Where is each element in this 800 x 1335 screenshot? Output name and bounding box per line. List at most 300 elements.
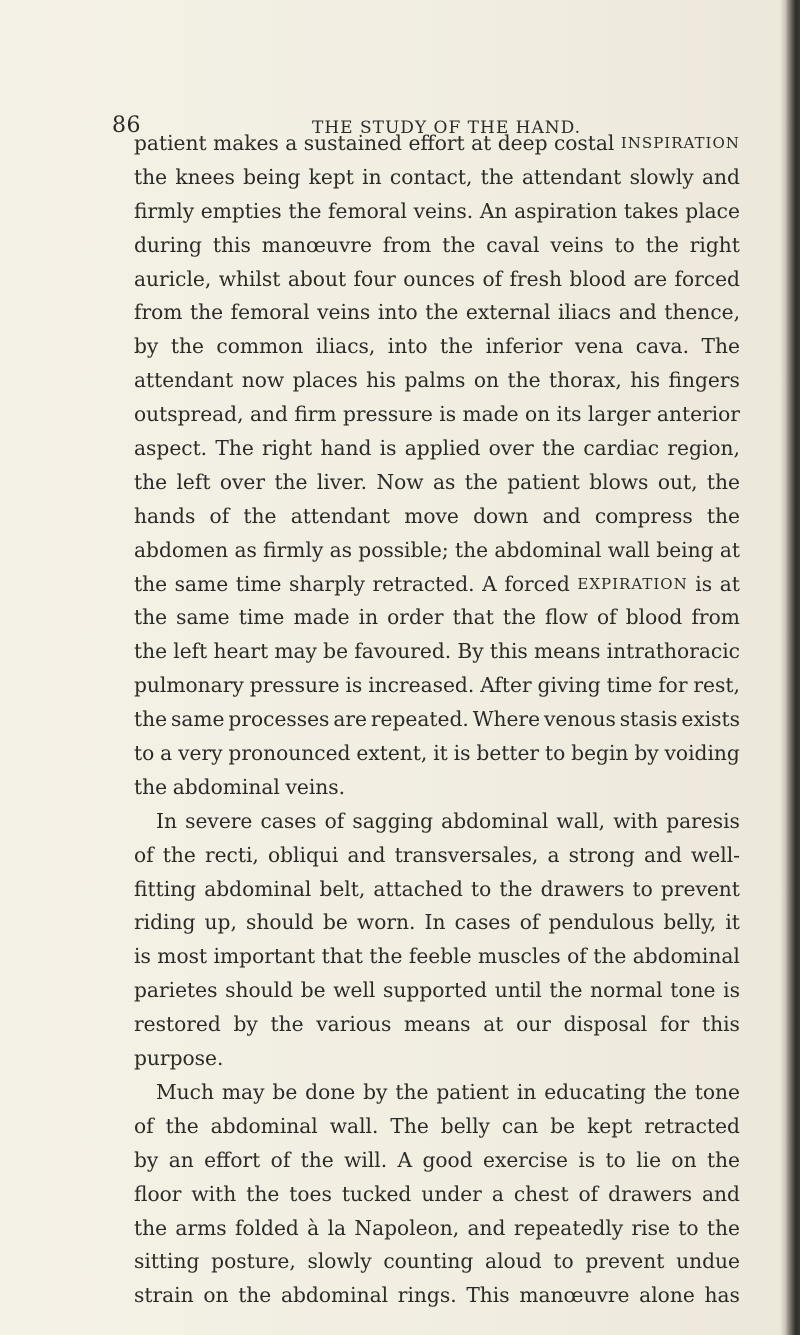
word: belly [440,1113,490,1138]
word: now [241,368,285,393]
word: folded [234,1215,299,1240]
text-line [134,635,740,669]
word: veins. [285,774,346,799]
word: processes [228,707,330,732]
word: for [658,673,688,698]
word: the [593,944,627,969]
word: belly, [663,910,717,935]
word: chest [513,1181,569,1206]
word: is [439,402,457,427]
word: the [134,774,168,799]
word: rest, [693,673,740,698]
word: of [134,842,154,867]
word: arms [175,1215,227,1240]
word: increased. [368,673,475,698]
word: extent, [356,741,428,766]
word: of [597,605,617,630]
word: voiding [664,741,740,766]
word: be [550,1113,576,1138]
word: should [245,910,314,935]
word: blows [589,469,649,494]
word: kept [308,164,354,189]
word: various [316,1012,392,1037]
word: blood [569,266,627,291]
word: hand [320,436,372,461]
word: heart [213,639,269,664]
word: about [287,266,347,291]
word: abdomen [134,537,229,562]
word: the [464,469,498,494]
word: in [358,605,379,630]
word: à [307,1215,320,1240]
word: for [659,1012,690,1037]
word: from [134,300,183,325]
word: knees [175,164,235,189]
word: the [243,503,277,528]
word: begin [571,741,629,766]
text-line [134,1008,740,1042]
word: be [323,639,349,664]
word: external [465,300,551,325]
word: rise [631,1215,670,1240]
word: from [691,605,740,630]
text-line [134,839,740,873]
word: The [701,334,740,359]
word: applied [404,436,481,461]
word: on [203,1283,229,1308]
word: pulmonary [134,673,244,698]
word: fresh [509,266,562,291]
word: as [234,537,257,562]
word: and [542,503,581,528]
word: left [176,469,211,494]
text-line [134,1076,740,1110]
word: in [516,1079,537,1104]
word: that [321,944,363,969]
word: under [421,1181,482,1206]
text-line [134,703,740,737]
text-line [134,1178,740,1212]
text-line [134,906,740,940]
word: as [432,469,456,494]
text-line [134,330,740,364]
word: prevent [585,1249,665,1274]
word: muscles [478,944,561,969]
word: made [462,402,519,427]
word: the [134,707,168,732]
word: la [327,1215,347,1240]
word: the [507,368,541,393]
word: vena [574,334,624,359]
word: the [549,978,583,1003]
word: up, [204,910,237,935]
word: slowly [629,164,694,189]
word: move [404,503,459,528]
word: well [333,978,376,1003]
word: better [476,741,540,766]
word: the [238,1283,272,1308]
word: slowly [307,1249,372,1274]
word: and [643,842,682,867]
word: sharply [289,571,365,596]
word: inferior [485,334,563,359]
word: obliqui [267,842,339,867]
word: the [706,503,740,528]
word: the [134,605,168,630]
word: the [288,198,322,223]
word: at [471,131,492,155]
word: abdominal [494,537,602,562]
word: patient [507,469,580,494]
word: region, [667,436,740,461]
word: the [134,469,168,494]
word: can [501,1113,539,1138]
word: be [300,978,326,1003]
word: common [216,334,304,359]
text-line [134,466,740,500]
text-line [134,229,740,263]
word: stasis [619,707,678,732]
word: the [454,537,489,562]
text-line [134,127,740,161]
word: our [516,1012,551,1037]
word: abdominal [280,1283,389,1308]
word: fingers [668,368,740,393]
word: at [719,571,740,596]
word: down [473,503,529,528]
word: the [542,436,576,461]
word: giving [537,673,601,698]
word: liver. [316,469,368,494]
word: is [379,436,397,461]
word: abdominal [441,808,549,833]
word: kept [587,1113,633,1138]
word: An [479,198,508,223]
word: four [353,266,396,291]
word: important [213,944,316,969]
word: the [706,1215,740,1240]
text-line [134,296,740,330]
word: manœuvre [261,232,372,257]
word: the [134,1215,168,1240]
word: over [488,436,534,461]
word: the [440,334,474,359]
word: A [397,1147,413,1172]
word: riding [134,910,196,935]
word: are [333,707,367,732]
word: paresis [666,808,740,833]
word: drawers [608,1181,692,1206]
word: lie [636,1147,662,1172]
text-line [134,432,740,466]
word: left [173,639,208,664]
word: being [243,164,301,189]
word: cava. [635,334,689,359]
word: pressure [249,673,340,698]
word: is [695,571,713,596]
word: belt, [319,876,366,901]
word: pendulous [548,910,655,935]
word: drawers [540,876,625,901]
word: Much [156,1079,214,1104]
page-number: 86 [112,113,141,138]
word: possible; [358,537,449,562]
text-line [134,873,740,907]
word: of [209,503,230,528]
word: over [219,469,266,494]
word: may [221,1079,265,1104]
word: the [165,1113,199,1138]
word: abdominal [204,876,312,901]
word: right [689,232,740,257]
text-line [134,364,740,398]
word: until [494,978,542,1003]
word: by [134,334,159,359]
word: it [433,741,448,766]
word: outspread, [134,402,244,427]
word: disposal [563,1012,648,1037]
word: the [425,300,459,325]
text-line [134,805,740,839]
word: with [191,1181,237,1206]
word: retracted. [372,571,475,596]
word: and [347,842,386,867]
word: wall, [556,808,606,833]
word: attendant [290,503,390,528]
word: purpose. [134,1046,224,1071]
text-line [134,737,740,771]
word: very [178,741,223,766]
word: on [473,368,500,393]
word: on [671,1147,697,1172]
word: of [567,944,587,969]
word: the [134,571,168,596]
word: well- [691,842,740,867]
word: during [134,232,202,257]
word: is [723,978,740,1003]
word: is [453,741,471,766]
word: aloud [485,1249,542,1274]
word: fitting [134,876,197,901]
word: at [483,1012,504,1037]
word: being [656,537,714,562]
word: caval [486,232,540,257]
word: abdominal [172,774,280,799]
word: the [246,1181,280,1206]
word: as [329,537,352,562]
word: the [706,1147,740,1172]
text-line [134,974,740,1008]
word: abdominal [632,944,740,969]
word: the [270,1012,304,1037]
word: by [634,741,659,766]
word: Napoleon, [354,1215,460,1240]
text-line [134,669,740,703]
word: and [701,1181,740,1206]
word: attendant [134,368,234,393]
word: of [134,1113,154,1138]
word: repeatedly [513,1215,624,1240]
word: intrathoracic [606,639,740,664]
word: deep [497,131,548,155]
word: This [466,1283,510,1308]
word: sagging [352,808,434,833]
word: forced [504,571,570,596]
word: rings. [397,1283,457,1308]
word: from [382,232,432,257]
word: abdominal [210,1113,318,1138]
text-line [134,1144,740,1178]
word: aspiration [514,198,618,223]
word: cases [454,910,511,935]
word: femoral [230,300,310,325]
word: patient [436,1079,509,1104]
word: of [578,1181,599,1206]
word: same [176,605,230,630]
word: repeated. [370,707,469,732]
word: The [215,436,254,461]
word: posture, [211,1249,296,1274]
word: forced [674,266,740,291]
word: cardiac [583,436,660,461]
word: good [422,1147,473,1172]
text-line [134,1212,740,1246]
word: a [491,1181,504,1206]
word: is [134,944,151,969]
word: the [480,164,514,189]
word: made [293,605,350,630]
small-caps-term: EXPIRATION [577,574,688,593]
word: attendant [522,164,622,189]
word: larger [587,402,651,427]
word: venous [543,707,616,732]
word: this [701,1012,740,1037]
word: floor [134,1181,182,1206]
word: in [362,164,382,189]
word: iliacs, [315,334,376,359]
word: By [457,639,484,664]
word: to [605,1147,626,1172]
word: the [369,944,403,969]
word: time [606,673,653,698]
word: A [482,571,497,596]
word: auricle, [134,266,212,291]
word: may [274,639,317,664]
word: into [377,300,418,325]
word: normal [590,978,663,1003]
word: iliacs [558,300,612,325]
word: time [238,605,285,630]
word: the [190,300,224,325]
running-head: THE STUDY OF THE HAND. [312,118,582,138]
word: and [618,300,657,325]
word: The [390,1113,429,1138]
word: this [212,232,251,257]
text-line [134,263,740,297]
word: to [614,232,635,257]
word: the [300,1147,334,1172]
word: firm [294,402,337,427]
word: feeble [408,944,472,969]
word: parietes [134,978,218,1003]
word: and [467,1215,506,1240]
word: veins [550,232,604,257]
word: cases [260,808,317,833]
word: wall. [329,1113,379,1138]
word: will. [344,1147,388,1172]
word: veins. [413,198,474,223]
text-line [134,195,740,229]
word: tone [670,978,716,1003]
word: patient [134,131,207,155]
word: of [270,1147,291,1172]
word: done [305,1079,356,1104]
word: worn. [356,910,416,935]
word: his [630,368,661,393]
word: out, [657,469,698,494]
word: the [134,639,168,664]
word: wall [607,537,650,562]
word: makes [213,131,279,155]
word: whilst [218,266,281,291]
word: undue [676,1249,740,1274]
word: a [547,842,560,867]
word: supported [383,978,488,1003]
word: sitting [134,1249,200,1274]
word: effort [204,1147,261,1172]
word: retracted [644,1113,740,1138]
word: the [170,334,204,359]
word: effort [408,131,465,155]
word: recti, [204,842,259,867]
word: thence, [664,300,740,325]
word: the [653,1079,687,1104]
word: to [632,876,653,901]
word: pronounced [228,741,351,766]
word: exists [681,707,740,732]
word: anterior [656,402,740,427]
text-line [134,1110,740,1144]
word: palms [404,368,466,393]
word: places [292,368,358,393]
word: empties [200,198,282,223]
word: tone [694,1079,740,1104]
word: aspect. [134,436,208,461]
word: to [134,741,155,766]
word: be [322,910,348,935]
word: the [645,232,679,257]
text-line [134,161,740,195]
word: prevent [660,876,740,901]
word: costal [553,131,615,155]
word: restored [134,1012,221,1037]
word: an [168,1147,194,1172]
word: severe [185,808,253,833]
word: the [442,232,476,257]
word: In [156,808,177,833]
word: place [685,198,740,223]
word: and [249,402,288,427]
word: thorax, [549,368,622,393]
word: by [233,1012,258,1037]
word: his [366,368,396,393]
word: pressure [342,402,433,427]
word: hands [134,503,196,528]
text-line [134,398,740,432]
word: be [272,1079,298,1104]
word: strain [134,1283,194,1308]
word: counting [383,1249,474,1274]
